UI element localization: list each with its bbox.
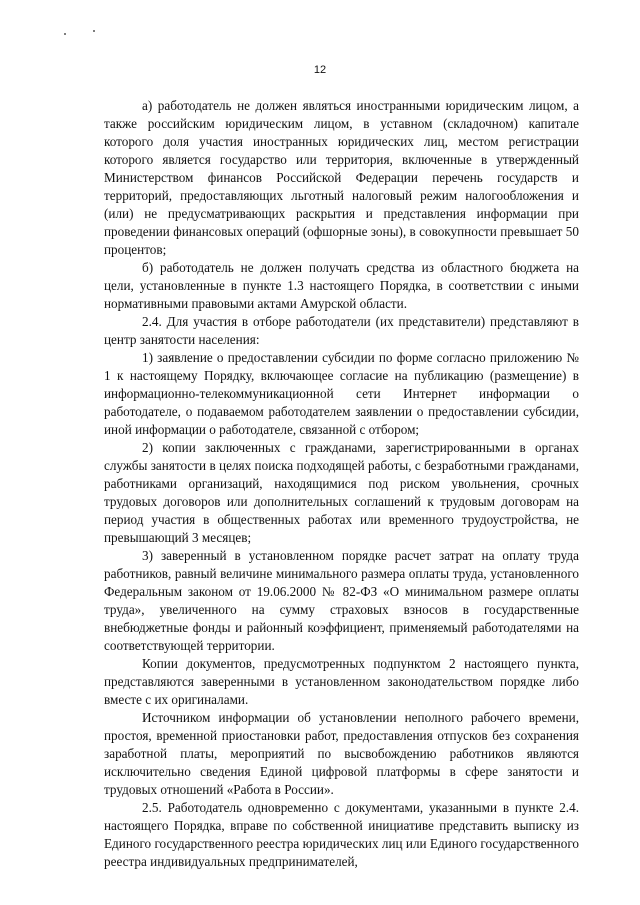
document-body xyxy=(104,97,579,871)
page-number: 12 xyxy=(313,64,327,76)
paragraph-a: а) работодатель не должен являться иностранными юридическим лицом, а также российским юридическим лицом, в уставном (складочном) капитале которого доля участия иностранных юридических лиц, местом регистрации которого является государство или территория, включенные в утвержденный Министерством финансов Российской Федерации перечень государств и территорий, предоставляющих льготный налоговый режим налогообложения и (или) не предусматривающих раскрытия и представления информации при проведении финансовых операций (офшорные зоны), в совокупности превышает 50 процентов; xyxy=(104,98,579,257)
paragraph-info-source: Источником информации об установлении неполного рабочего времени, простоя, временной приостановки работ, предоставления отпусков без сохранения заработной платы, мероприятий по высвобождению работников являются исключительно сведения Единой цифровой платформы в сфере занятости и трудовых отношений «Работа в России». xyxy=(104,710,579,797)
paragraph-2-4-item-2: 2) копии заключенных с гражданами, зарегистрированными в органах службы занятости в целях поиска подходящей работы, с безработными гражданами, работниками организаций, находящимися под риском увольнения, срочных трудовых договоров или дополнительных соглашений к трудовым договорам на период участия в общественных работах или временного трудоустройства, не превышающий 3 месяцев; xyxy=(104,440,579,545)
scan-speck xyxy=(93,30,95,32)
paragraph-2-5: 2.5. Работодатель одновременно с документами, указанными в пункте 2.4. настоящего Порядка, вправе по собственной инициативе представить выписку из Единого государственного реестра юридических лиц или Единого государственного реестра индивидуальных предпринимателей, xyxy=(104,800,579,869)
scan-speck xyxy=(64,33,66,35)
paragraph-2-4: 2.4. Для участия в отборе работодатели (их представители) представляют в центр занятости населения: xyxy=(104,314,579,347)
paragraph-b: б) работодатель не должен получать средства из областного бюджета на цели, установленные в пункте 1.3 настоящего Порядка, в соответствии с иными нормативными правовыми актами Амурской области. xyxy=(104,260,579,311)
paragraph-2-4-item-1: 1) заявление о предоставлении субсидии по форме согласно приложению № 1 к настоящему Порядку, включающее согласие на публикацию (размещение) в информационно-телекоммуникационной сети Интернет информации о работодателе, о подаваемом работодателем заявлении о предоставлении субсидии, иной информации о работодателе, связанной с отбором; xyxy=(104,350,579,437)
paragraph-copies: Копии документов, предусмотренных подпунктом 2 настоящего пункта, представляются заверенными в установленном законодательством порядке либо вместе с их оригиналами. xyxy=(104,656,579,707)
paragraph-2-4-item-3: 3) заверенный в установленном порядке расчет затрат на оплату труда работников, равный величине минимального размера оплаты труда, установленного Федеральным законом от 19.06.2000 № 82-ФЗ «О минимальном размере оплаты труда», увеличенного на сумму страховых взносов в государственные внебюджетные фонды и районный коэффициент, применяемый работодателями на соответствующей территории. xyxy=(104,548,579,653)
